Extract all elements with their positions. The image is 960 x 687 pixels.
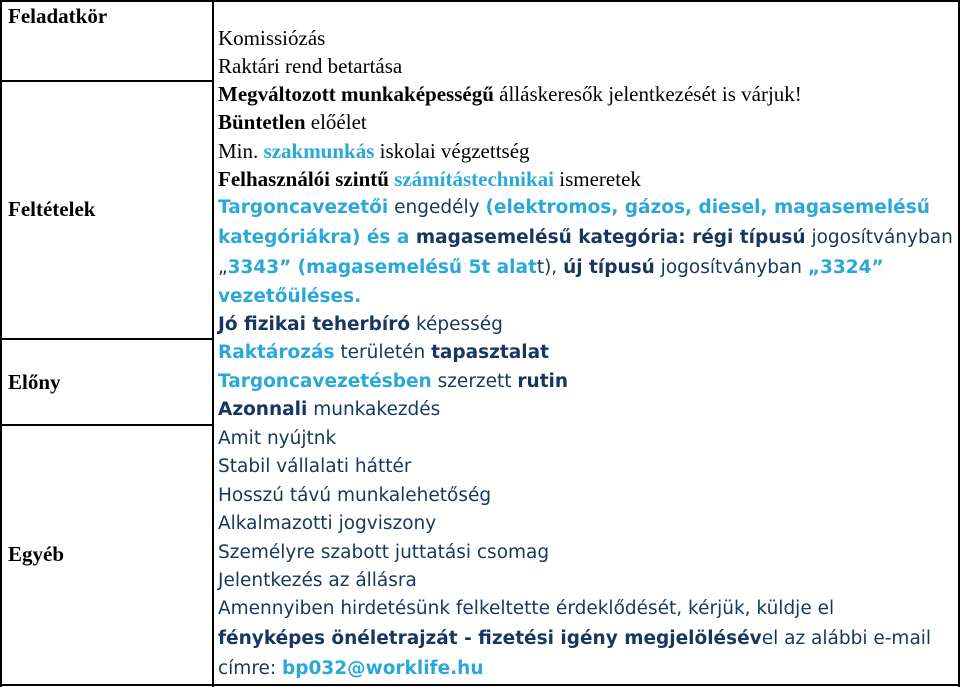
elony-line-3: Azonnali munkakezdés: [218, 399, 441, 420]
feltetelek-line-7: „3343” (magasemelésű 5t alatt), új típusú jogosítványban „3324”: [218, 257, 884, 278]
feltetelek-line-4: Felhasználói szintű számítástechnikai ismeretek: [218, 167, 641, 191]
egyeb-line-1: Amit nyújtnk: [218, 428, 337, 449]
feltetelek-line-3: Min. szakmunkás iskolai végzettség: [218, 139, 530, 163]
row-divider-1: [0, 80, 212, 82]
egyeb-line-8: fényképes önéletrajzát - fizetési igény megjelölésével az alábbi e-mail: [218, 628, 932, 649]
label-feltetelek: Feltételek: [8, 197, 96, 221]
elony-line-1: Raktározás területén tapasztalat: [218, 342, 549, 363]
feladatkor-line-2: Raktári rend betartása: [218, 54, 403, 78]
feltetelek-line-2: Büntetlen előélet: [218, 110, 367, 134]
row-divider-3: [0, 424, 212, 426]
row-divider-2: [0, 338, 212, 340]
label-elony: Előny: [8, 370, 61, 394]
label-feladatkor: Feladatkör: [8, 4, 108, 28]
egyeb-line-2: Stabil vállalati háttér: [218, 456, 412, 477]
egyeb-line-6: Jelentkezés az állásra: [218, 570, 417, 591]
feltetelek-line-8: vezetőüléses.: [218, 286, 362, 307]
feltetelek-line-6: kategóriákra) és a magasemelésű kategória: régi típusú jogosítványban: [218, 227, 953, 248]
feltetelek-line-9: Jó fizikai teherbíró képesség: [218, 314, 503, 335]
egyeb-line-7: Amennyiben hirdetésünk felkeltette érdeklődését, kérjük, küldje el: [218, 598, 835, 619]
feltetelek-line-5: Targoncavezetői engedély (elektromos, gázos, diesel, magasemelésű: [218, 197, 930, 218]
feladatkor-line-1: Komissiózás: [218, 26, 326, 50]
egyeb-line-3: Hosszú távú munkalehetőség: [218, 485, 492, 506]
elony-line-2: Targoncavezetésben szerzett rutin: [218, 371, 569, 392]
egyeb-line-9: címre: bp032@worklife.hu: [218, 658, 484, 679]
egyeb-line-5: Személyre szabott juttatási csomag: [218, 542, 550, 563]
email-link[interactable]: bp032@worklife.hu: [282, 658, 484, 679]
egyeb-line-4: Alkalmazotti jogviszony: [218, 513, 437, 534]
column-divider: [212, 0, 214, 687]
feltetelek-line-1: Megváltozott munkaképességű álláskeresők jelentkezését is várjuk!: [218, 82, 802, 106]
table-top-border: [0, 0, 960, 2]
table-bottom-border: [0, 684, 960, 686]
label-egyeb: Egyéb: [8, 542, 65, 566]
table-left-border: [0, 0, 2, 687]
